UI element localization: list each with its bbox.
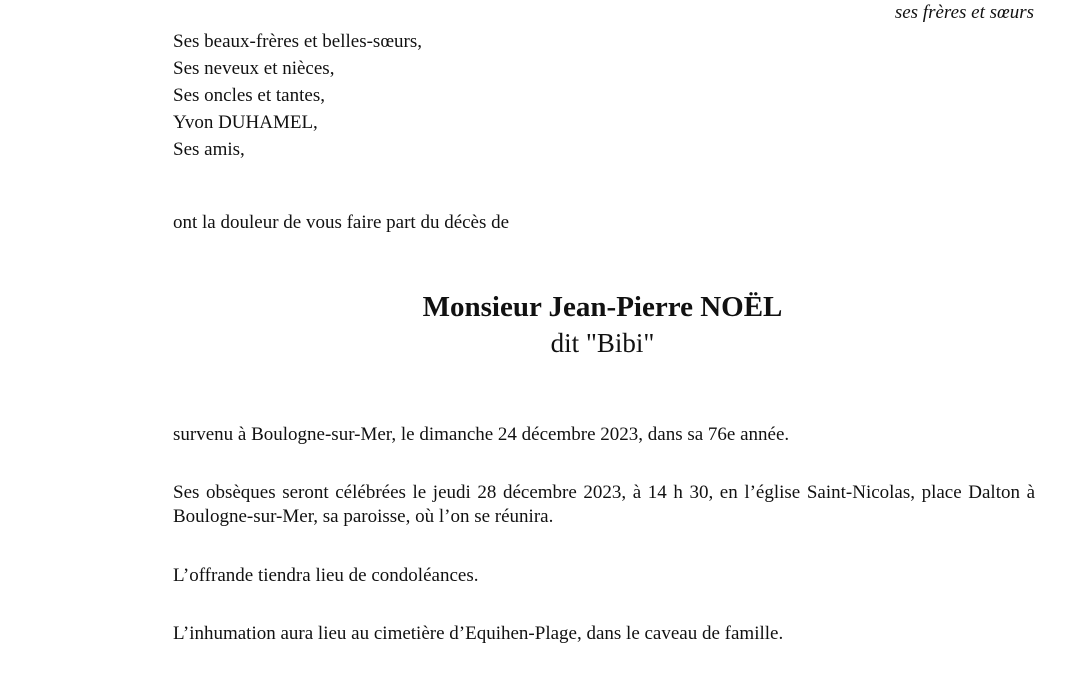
family-line-in-laws: Ses beaux-frères et belles-sœurs, [173, 31, 423, 52]
family-line-nephews-nieces: Ses neveux et nièces, [173, 58, 335, 79]
siblings-line: ses frères et sœurs [894, 2, 1034, 23]
family-list [173, 28, 422, 163]
deceased-nickname: dit "Bibi" [550, 328, 655, 358]
burial-details: L’inhumation aura lieu au cimetière d’Equihen-Plage, dans le caveau de famille. [173, 623, 784, 644]
offering-note: L’offrande tiendra lieu de condoléances. [173, 565, 479, 586]
deceased-name-block [0, 288, 1080, 360]
deceased-name: Monsieur Jean-Pierre NOËL [422, 291, 783, 323]
family-line-uncles-aunts: Ses oncles et tantes, [173, 85, 325, 106]
death-details: survenu à Boulogne-sur-Mer, le dimanche 24 décembre 2023, dans sa 76e année. [173, 424, 790, 445]
family-line-yvon-duhamel: Yvon DUHAMEL, [173, 112, 318, 133]
funeral-details: Ses obsèques seront célébrées le jeudi 28 décembre 2023, à 14 h 30, en l’église Saint-Nicolas, place Dalton à Boulogne-sur-Mer, sa paroisse, où l’on se réunira. [173, 482, 1035, 527]
announcement-intro: ont la douleur de vous faire part du décès de [173, 212, 510, 233]
family-line-friends: Ses amis, [173, 139, 245, 160]
